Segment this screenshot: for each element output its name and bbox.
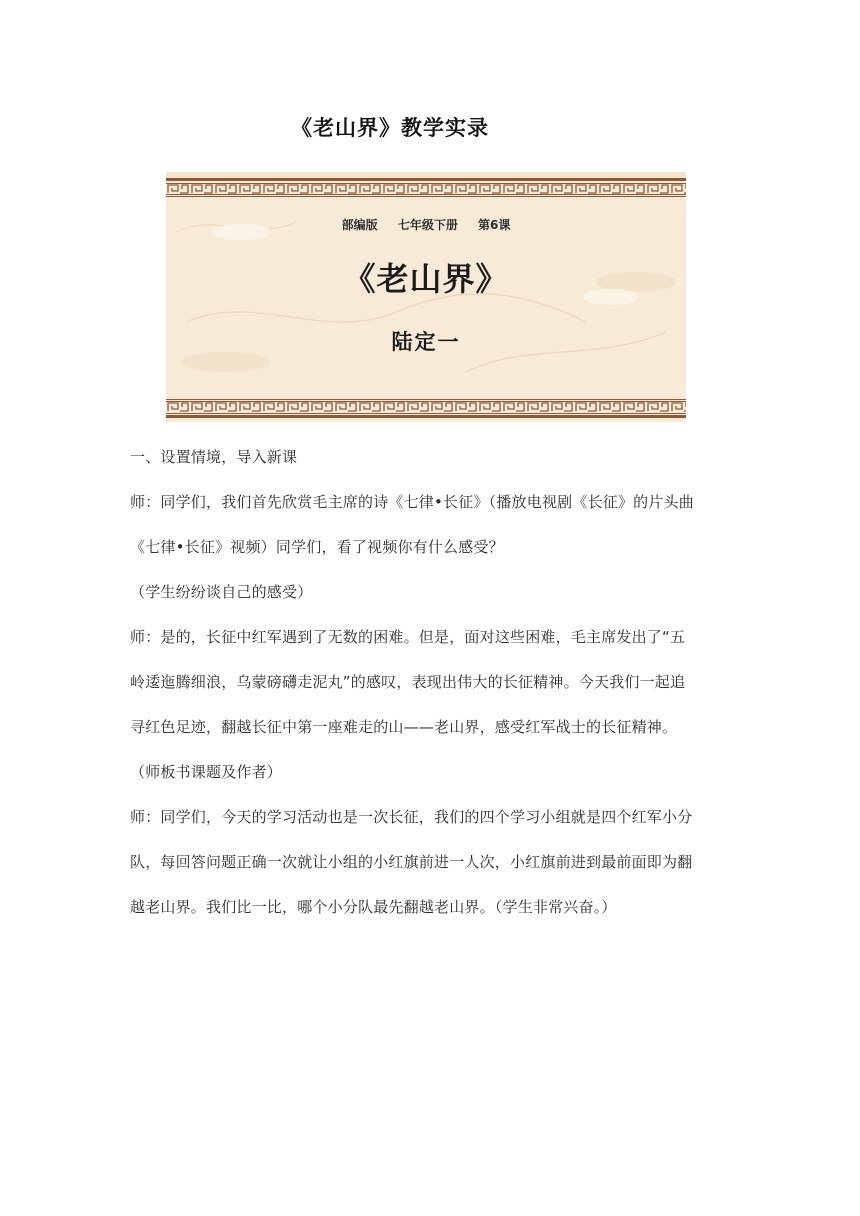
key-pattern-segment <box>240 185 260 193</box>
stage-note: （学生纷纷谈自己的感受） <box>130 583 313 601</box>
section-heading: 一、设置情境，导入新课 <box>130 448 298 466</box>
key-pattern-segment <box>240 403 260 411</box>
key-pattern-segment <box>504 403 524 411</box>
stage-note: （师板书课题及作者） <box>130 763 283 781</box>
key-pattern-segment <box>600 403 620 411</box>
paragraph-line: 越老山界。我们比一比，哪个小分队最先翻越老山界。（学生非常兴奋。） <box>130 898 617 916</box>
document-title: 《老山界》教学实录 <box>291 116 489 140</box>
key-pattern-segment <box>336 403 356 411</box>
key-pattern-segment <box>576 403 596 411</box>
paragraph-line: 寻红色足迹，翻越长征中第一座难走的山——老山界，感受红军战士的长征精神。 <box>130 718 678 736</box>
paragraph-line: 师：同学们，今天的学习活动也是一次长征，我们的四个学习小组就是四个红军小分 <box>130 808 693 826</box>
key-pattern-segment <box>192 185 212 193</box>
key-pattern-segment <box>288 403 308 411</box>
paragraph-line: 队，每回答问题正确一次就让小组的小红旗前进一人次，小红旗前进到最前面即为翻 <box>130 853 693 871</box>
banner-edition: 部编版 <box>341 218 378 232</box>
key-pattern-segment <box>360 185 380 193</box>
key-pattern-segment <box>216 403 236 411</box>
key-pattern-segment <box>312 185 332 193</box>
key-pattern-segment <box>552 185 572 193</box>
key-pattern-segment <box>624 185 644 193</box>
key-pattern-segment <box>672 403 686 411</box>
key-pattern-segment <box>528 185 548 193</box>
key-pattern-segment <box>192 403 212 411</box>
key-pattern-segment <box>552 403 572 411</box>
key-pattern-segment <box>648 185 668 193</box>
paragraph-line: 岭逶迤腾细浪，乌蒙磅礴走泥丸”的感叹，表现出伟大的长征精神。今天我们一起追 <box>130 673 686 691</box>
banner-title: 《老山界》 <box>343 260 509 298</box>
banner-author: 陆定一 <box>391 330 461 354</box>
key-pattern-segment <box>408 403 428 411</box>
key-pattern-segment <box>504 185 524 193</box>
key-pattern-segment <box>600 185 620 193</box>
key-pattern-segment <box>216 185 236 193</box>
key-pattern-segment <box>264 403 284 411</box>
key-pattern-segment <box>384 403 404 411</box>
key-pattern-segment <box>384 185 404 193</box>
key-pattern-segment <box>456 403 476 411</box>
key-pattern-segment <box>528 403 548 411</box>
key-pattern-segment <box>432 185 452 193</box>
key-pattern-segment <box>480 185 500 193</box>
paragraph-line: 师：是的，长征中红军遇到了无数的困难。但是，面对这些困难，毛主席发出了“五 <box>130 628 686 646</box>
paragraph-line: 《七律•长征》视频）同学们，看了视频你有什么感受？ <box>130 538 504 556</box>
key-pattern-segment <box>432 403 452 411</box>
key-pattern-segment <box>336 185 356 193</box>
lesson-banner-image <box>166 172 686 422</box>
key-pattern-segment <box>648 403 668 411</box>
key-pattern-segment <box>456 185 476 193</box>
banner-lesson: 第6课 <box>478 218 511 232</box>
key-pattern-segment <box>264 185 284 193</box>
paragraph-line: 师：同学们，我们首先欣赏毛主席的诗《七律•长征》（播放电视剧《长征》的片头曲 <box>130 493 694 511</box>
key-pattern-segment <box>168 185 188 193</box>
banner-grade: 七年级下册 <box>397 218 458 232</box>
banner-meta-line <box>166 216 686 233</box>
key-pattern-segment <box>360 403 380 411</box>
key-pattern-segment <box>480 403 500 411</box>
key-pattern-segment <box>624 403 644 411</box>
key-pattern-segment <box>168 403 188 411</box>
key-pattern-segment <box>288 185 308 193</box>
key-pattern-segment <box>672 185 686 193</box>
key-pattern-segment <box>312 403 332 411</box>
key-pattern-segment <box>408 185 428 193</box>
key-pattern-segment <box>576 185 596 193</box>
